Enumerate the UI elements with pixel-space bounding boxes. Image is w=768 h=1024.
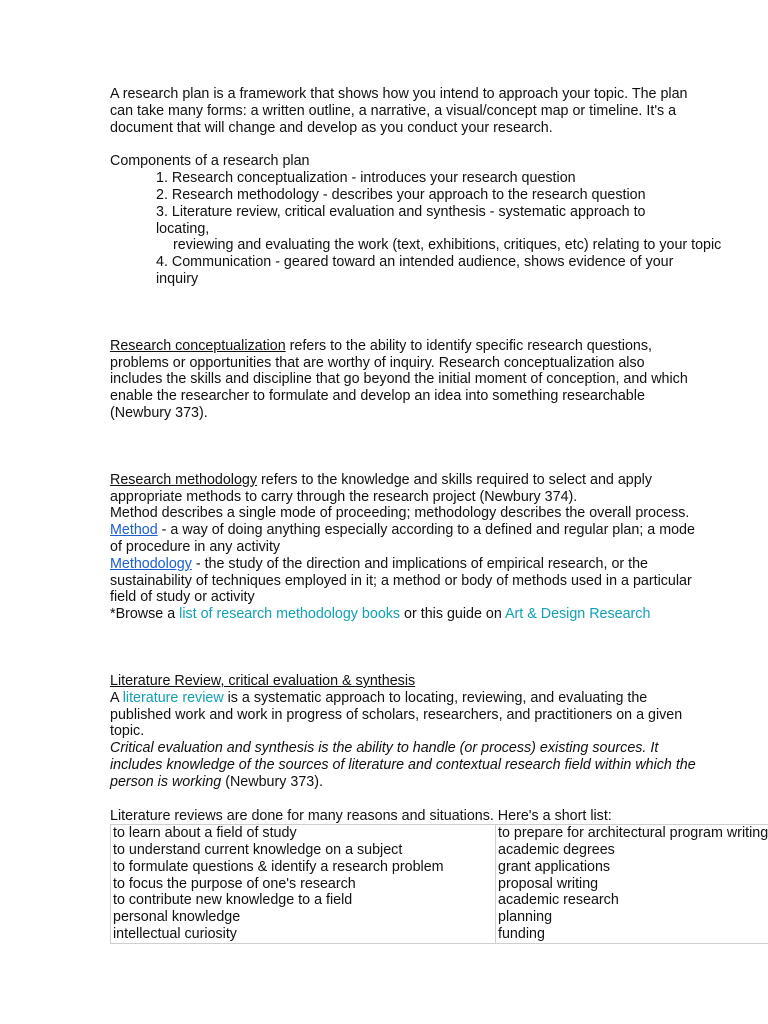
literature-heading	[110, 673, 768, 690]
component-item: 1. Research conceptualization - introduces your research question	[156, 170, 576, 187]
reasons-column-1	[111, 825, 496, 944]
literature-text: is a systematic approach to locating, reviewing, and evaluating the published work and work in progress of scholars, researchers, and practitioners on a given topic.	[110, 689, 683, 740]
intro-paragraph: A research plan is a framework that shows how you intend to approach your topic. The plan can take many forms: a written outline, a narrative, a visual/concept map or timeline. It's a document that will change and develop as you conduct your research.	[110, 86, 688, 136]
document-page	[110, 86, 768, 944]
methodology-def-text: - the study of the direction and implications of empirical research, or the sustainability of techniques employed in it; a method or body of methods used in a particular field of study or activity	[110, 555, 692, 606]
list-item: to prepare for architectural program writing	[498, 825, 768, 842]
list-item: academic degrees	[498, 842, 615, 859]
list-item: planning	[498, 909, 553, 926]
component-item	[110, 237, 736, 254]
browse-mid: or this guide on	[400, 606, 505, 623]
literature-review-link[interactable]: literature review	[122, 689, 224, 706]
methodology-books-link[interactable]: list of research methodology books	[179, 606, 401, 623]
literature-paragraph	[110, 690, 700, 740]
list-item: grant applications	[498, 858, 611, 875]
list-item: to understand current knowledge on a subject	[113, 842, 403, 859]
component-item-continued: reviewing and evaluating the work (text, exhibitions, critiques, etc) relating to your topic	[173, 237, 722, 254]
methodology-link[interactable]: Methodology	[110, 555, 192, 572]
list-item: to contribute new knowledge to a field	[113, 892, 353, 909]
list-intro: Literature reviews are done for many reasons and situations. Here's a short list:	[110, 807, 612, 824]
methodology-paragraph	[110, 472, 700, 506]
components-heading: Components of a research plan	[110, 153, 310, 170]
methodology-definition	[110, 556, 700, 606]
list-item: intellectual curiosity	[113, 926, 237, 943]
method-def-text: - a way of doing anything especially according to a defined and regular plan; a mode of procedure in any activity	[110, 522, 695, 555]
art-design-research-link[interactable]: Art & Design Research	[505, 606, 651, 623]
conceptualization-text: refers to the ability to identify specific research questions, problems or opportunities that are worthy of inquiry. Research conceptualization also includes the skills and discipline that go beyond the initial moment of conception, and which enable the researcher to formulate and develop an idea into something researchable (Newbury 373).	[110, 337, 688, 421]
critical-evaluation-cite: (Newbury 373).	[221, 773, 323, 790]
critical-evaluation-italic: Critical evaluation and synthesis is the ability to handle (or process) existing sources. It includes knowledge of the sources of literature and contextual research field within which the person is working	[110, 740, 696, 790]
methodology-term: Research methodology	[110, 471, 258, 488]
list-item: personal knowledge	[113, 909, 241, 926]
list-item: proposal writing	[498, 875, 599, 892]
browse-line	[110, 606, 768, 623]
table-row	[111, 825, 768, 944]
list-item: academic research	[498, 892, 619, 909]
component-item: 4. Communication - geared toward an intended audience, shows evidence of your inquiry	[156, 254, 674, 287]
methodology-text: refers to the knowledge and skills required to select and apply appropriate methods to carry through the research project (Newbury 374).	[110, 471, 653, 505]
list-item: to formulate questions & identify a research problem	[113, 858, 444, 875]
component-item: 2. Research methodology - describes your approach to the research question	[156, 186, 646, 203]
list-item: funding	[498, 926, 545, 943]
list-item: to learn about a field of study	[113, 825, 297, 842]
critical-evaluation-paragraph	[110, 740, 710, 790]
conceptualization-term: Research conceptualization	[110, 337, 286, 354]
browse-prefix: *Browse a	[110, 606, 180, 623]
components-list	[110, 170, 768, 288]
method-link[interactable]: Method	[110, 522, 158, 539]
conceptualization-paragraph	[110, 338, 700, 422]
method-definition	[110, 522, 710, 556]
list-item: to focus the purpose of one's research	[113, 875, 356, 892]
method-vs-methodology: Method describes a single mode of proceeding; methodology describes the overall process.	[110, 505, 690, 522]
literature-heading-text: Literature Review, critical evaluation & synthesis	[110, 672, 416, 689]
component-item: 3. Literature review, critical evaluation and synthesis - systematic approach to locating,	[156, 203, 646, 237]
reasons-table	[110, 824, 768, 944]
reasons-column-2	[496, 825, 768, 944]
literature-a: A	[110, 689, 123, 706]
